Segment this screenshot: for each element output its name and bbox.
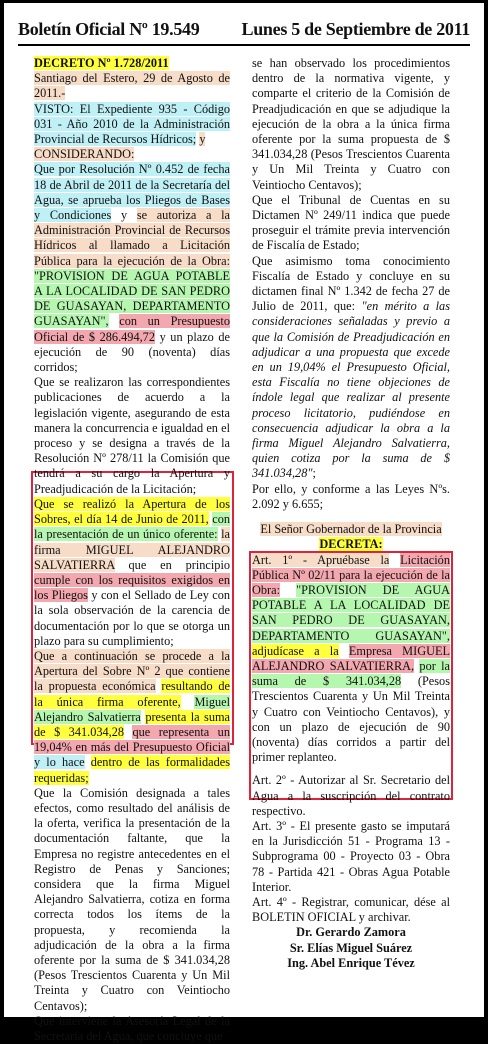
bulletin-page [4, 3, 484, 1043]
p1-authorization: se autoriza a la Administración Provincial de Recursos Hídricos al llamado a Licitación Pública para la ejecución de la Obra: [34, 208, 230, 268]
p1-y: y [120, 208, 128, 223]
header-issue: Boletín Oficial Nº 19.549 [18, 19, 200, 39]
p4-suma: presenta la suma de $ 341.034,28 [34, 709, 230, 739]
p6-paragraph: Que interviene la Asesoría Legal de la Secretaría del Agua, que concluye que [34, 1013, 230, 1043]
r-p2-paragraph: Que el Tribunal de Cuentas en su Dictamen Nº 249/11 indica que puede proseguir el trámite previa intervención de Fiscalía de Estado; [252, 192, 450, 253]
art1-adjudicase: adjudícase a la [252, 643, 339, 658]
art4-paragraph: Art. 4º - Registrar, comunicar, dése al BOLETIN OFICIAL y archivar. [252, 894, 450, 925]
left-column [34, 56, 230, 1044]
art1-obra: "PROVISION DE AGUA POTABLE A LA LOCALIDAD DE SAN PEDRO DE GUASAYAN, DEPARTAMENTO GUASAYAN", [252, 582, 451, 643]
p3-principio: que en principio [128, 557, 231, 572]
p3-firma: la firma MIGUEL ALEJANDRO SALVATIERRA [34, 527, 230, 572]
art2-paragraph: Art. 2º - Autorizar al Sr. Secretario del Agua a la suscripción del contrato respectivo. [252, 773, 450, 818]
p3-rest: y con el Sellado de Ley con la sola observación de la carencia de documentación por lo que se otorga un plazo para su cumplimiento; [34, 588, 231, 648]
p3-apertura: Que se realizó la Apertura de los Sobres, el día 14 de Junio de 2011, [34, 496, 230, 527]
p1-presupuesto: con un Presupuesto Oficial de $ 286.494,72 [34, 314, 230, 344]
p1-obra: "PROVISION DE AGUA POTABLE A LA LOCALIDAD DE SAN PEDRO DE GUASAYAN, DEPARTAMENTO GUASAYAN", [34, 268, 230, 329]
p2-paragraph: Que se realizaron las correspondientes publicaciones de acuerdo a la legislación vigente, asegurando de esta manera la concurrencia e igualdad en el proceso y se designa a través de la Resolución Nº 278/11 la Comisión que tendrá a su cargo la Apertura y Preadjudicación de la Licitación; [34, 375, 230, 496]
header-rule [18, 44, 470, 46]
p1-end: y un plazo de ejecución de 90 (noventa) días corridos; [34, 329, 231, 375]
r-p3-intro: Que asimismo toma conocimiento Fiscalía de Estado y concluye en su dictamen final Nº 1.342 de fecha 27 de Julio de 2011, que: [252, 253, 450, 314]
p5-paragraph: Que la Comisión designada a tales efectos, como resultado del análisis de la oferta, verifica la presentación de la documentación faltante, que la Empresa no registre antecedentes en el Registro de Penas y Sanciones; considera que la firma Miguel Alejandro Salvatierra, cotiza en forma correcta todos los ítems de la propuesta, y recomienda la adjudicación de la obra a la firma oferente por la suma de $ 341.034,28 (Pesos Trescientos Cuarenta y Un Mil Treinta y Cuatro con Veintiocho Centavos); [34, 785, 230, 1013]
visto-y: y [199, 132, 206, 147]
r-p4-paragraph: Por ello, y conforme a las Leyes Nºs. 2.092 y 6.655; [252, 481, 450, 511]
p4-resultando: resultando de la única firma oferente, [34, 679, 231, 709]
p4-lo-hace: y lo hace [34, 755, 85, 770]
art1-intro: Art. 1º - Apruébase la [252, 552, 390, 567]
art1-suma: por la suma de $ 341.034,28 [252, 658, 450, 689]
p4-formalidades: dentro de las formalidades requeridas; [34, 755, 230, 785]
art1-empresa: Empresa MIGUEL ALEJANDRO SALVATIERRA, [252, 643, 450, 673]
r-p3-end: ; [312, 466, 316, 481]
art1-rest: (Pesos Trescientos Cuarenta y Un Mil Treinta y Cuatro con Veintiocho Centavos), y con un plazo de ejecución de 90 (noventa) días corridos a partir del primer replanteo. [252, 674, 450, 765]
art1-licitacion: Licitación Pública Nº 02/11 para la ejecución de la Obra: [252, 552, 450, 597]
page-header [18, 19, 470, 43]
right-column [252, 56, 450, 972]
r-p1-paragraph: se han observado los procedimientos dentro de la normativa vigente, y comparte el criterio de la Comisión de Preadjudicación en que se adjudique la ejecución de la obra a la única firma oferente por la suma propuesta de $ 341.034,28 (Pesos Trescientos Cuarenta y Un Mil Treinta y Cuatro con Veintiocho Centavos); [252, 56, 450, 192]
signature-1: Dr. Gerardo Zamora [296, 925, 406, 940]
p1-resolution: Que por Resolución Nº 0.452 de fecha 18 de Abril de 2011 de la Secretaría del Agua, se aprueba los Pliegos de Bases y Condiciones [34, 162, 230, 223]
signature-3: Ing. Abel Enrique Tévez [287, 956, 415, 971]
p4-apertura-sobre: Que a continuación se procede a la Apertura del Sobre Nº 2 que contiene la propuesta económica [34, 648, 230, 694]
r-p3-quote: "en mérito a las consideraciones señaladas y previo a que la Comisión de Preadjudicación en adjudicar a una propuesta que excede en un 19,04% el Presupuesto Oficial, esta Fiscalía no tiene objeciones de índole legal que realizar al presente proceso licitatorio, pudiéndose en consecuencia adjudicar la obra a la firma Miguel Alejandro Salvatierra, quien cotiza por la suma de $ 341.034,28" [252, 299, 450, 481]
p4-firma-name: Miguel Alejandro Salvatierra [34, 694, 230, 724]
governor-line: El Señor Gobernador de la Provincia [260, 522, 442, 537]
p3-requisitos: cumple con los requisitos exigidos en los Pliegos [34, 572, 230, 603]
decree-title: DECRETO Nº 1.728/2011 [34, 56, 169, 70]
p4-porcentaje: que representa un 19,04% en más del Presupuesto Oficial [34, 724, 230, 755]
decreta-heading: DECRETA: [319, 537, 383, 552]
p3-unico-oferente: con la presentación de un único oferente: [34, 512, 230, 542]
visto-paragraph: VISTO: El Expediente 935 - Código 031 - Año 2010 de la Administración Provincial de Recursos Hídricos; [34, 101, 230, 147]
signature-2: Sr. Elías Miguel Suárez [289, 940, 413, 955]
considerando-heading: CONSIDERANDO: [34, 147, 135, 162]
art3-paragraph: Art. 3º - El presente gasto se imputará en la Jurisdicción 51 - Programa 13 - Subprograma 00 - Proyecto 03 - Obra 78 - Partida 421 - Obras Agua Potable Interior. [252, 818, 450, 894]
place-date: Santiago del Estero, 29 de Agosto de 2011.- [34, 71, 230, 101]
header-date: Lunes 5 de Septiembre de 2011 [241, 19, 470, 39]
